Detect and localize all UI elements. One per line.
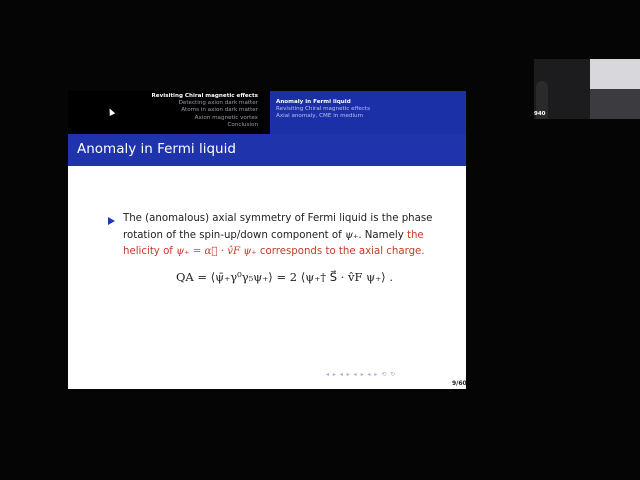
nav-section-axion-vortex[interactable]: Axion magnetic vortex (194, 114, 258, 121)
line3-axial: corresponds to the axial charge. (256, 246, 425, 257)
line2-namely: . Namely (358, 230, 407, 241)
bullet-text-line-2 (123, 230, 424, 241)
projector-screen (590, 59, 640, 89)
subsection-navigation (270, 91, 466, 134)
page-number: 9/60 (452, 380, 467, 387)
nav-subsection-anomaly-fermi[interactable]: Anomaly in Fermi liquid (276, 99, 351, 105)
nav-section-detecting-axion[interactable]: Detecting axion dark matter (178, 100, 258, 107)
helicity-formula: ψ₊ = α⃗ · v̂F ψ₊ (176, 246, 257, 257)
nav-subsection-axial-anomaly[interactable]: Axial anomaly, CME in medium (276, 113, 364, 120)
nav-section-atoms-axion[interactable]: Atoms in axion dark matter (181, 107, 258, 114)
slide-title: Anomaly in Fermi liquid (77, 141, 236, 157)
line2-alert: the (406, 230, 424, 241)
psi-plus-symbol: ψ₊ (344, 230, 359, 241)
nav-section-conclusion[interactable]: Conclusion (227, 121, 258, 128)
slide-body (68, 166, 466, 389)
bullet-text-line-1: The (anomalous) axial symmetry of Fermi liquid is the phase (123, 213, 433, 224)
beamer-navigation-icons[interactable]: ◂ ▸ ◂ ▸ ◂ ▸ ◂ ▸ ⟲ ↻ (326, 371, 397, 378)
camera-label: 940 (534, 111, 546, 117)
bullet-triangle-icon (108, 217, 115, 225)
bullet-text-line-3 (123, 246, 425, 257)
line2-text: rotation of the spin-up/down component of (123, 230, 345, 241)
nav-subsection-revisiting-cme[interactable]: Revisiting Chiral magnetic effects (276, 106, 371, 113)
nav-section-revisiting-cme[interactable]: Revisiting Chiral magnetic effects (151, 93, 258, 99)
axial-charge-equation: QA = ⟨ψ̄₊γ⁰γ₅ψ₊⟩ = 2 ⟨ψ₊† S⃗ · v̂F ψ₊⟩ . (176, 270, 393, 284)
slide-title-bar (68, 134, 466, 166)
speaker-camera-overlay (534, 59, 640, 119)
section-navigation (68, 91, 264, 134)
line3-helicity: helicity of (123, 246, 177, 257)
